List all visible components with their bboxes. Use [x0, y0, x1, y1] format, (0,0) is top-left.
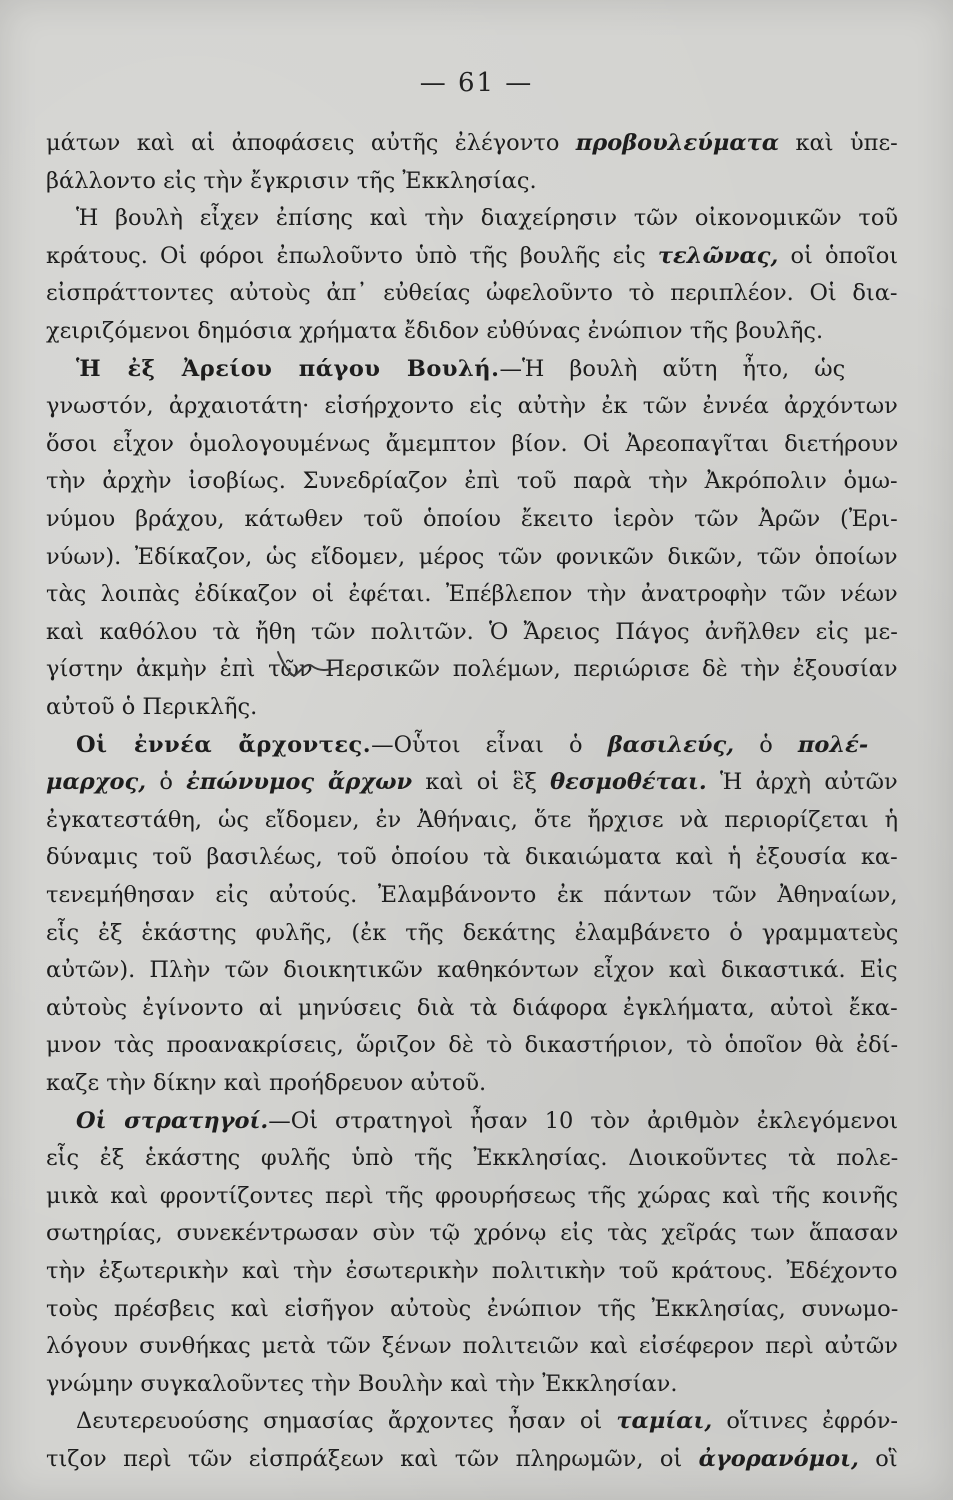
text-segment: καὶ καθόλου τὰ ἤθη τῶν πολιτῶν. Ὁ Ἄρειος Πάγος ἀνῆλθεν εἰς με- [46, 618, 898, 645]
text-segment: χειριζόμενοι δημόσια χρήματα ἔδιδον εὐθύνας ἐνώπιον τῆς βουλῆς. [46, 318, 824, 344]
text-segment: Ἡ ἐξ Ἀρείου πάγου Βουλή. [76, 355, 500, 382]
text-line [46, 316, 823, 346]
text-line [46, 1143, 898, 1173]
text-segment: ὁ [146, 769, 187, 796]
text-line [76, 1106, 898, 1136]
text-line [76, 354, 845, 384]
text-segment: μνον τὰς προανακρίσεις, ὥριζον δὲ τὸ δικαστήριον, τὸ ὁποῖον θὰ ἐδί- [46, 1032, 899, 1059]
text-segment: τὴν ἐξωτερικὴν καὶ τὴν ἐσωτερικὴν πολιτικὴν τοῦ κράτους. Ἐδέχοντο [46, 1258, 898, 1284]
text-line [46, 504, 898, 534]
text-line [76, 730, 868, 760]
text-line [46, 241, 898, 271]
text-line [76, 1406, 898, 1436]
text-segment: αὐτῶν). Πλὴν τῶν διοικητικῶν καθηκόντων εἶχον καὶ δικαστικά. Εἰς [46, 957, 898, 984]
text-segment: οἵτινες ἐφρόν- [712, 1408, 898, 1435]
text-line [46, 1218, 898, 1248]
text-segment: —Οὗτοι εἶναι ὁ [371, 731, 608, 758]
text-line [46, 1294, 898, 1324]
text-segment: Ἡ ἀρχὴ αὐτῶν [706, 769, 898, 796]
text-line [46, 128, 898, 158]
text-segment: γίστην ἀκμὴν ἐπὶ τῶν Περσικῶν πολέμων, περιώρισε δὲ τὴν ἐξουσίαν [46, 656, 898, 683]
text-segment: ἐπώνυμος ἄρχων [186, 769, 413, 796]
text-segment: —Ἡ βουλὴ αὕτη ἦτο, ὡς [499, 355, 846, 382]
text-segment: καὶ οἱ ἓξ [412, 769, 551, 796]
text-line [76, 203, 898, 233]
text-line [46, 842, 898, 872]
text-segment: τιζον περὶ τῶν εἰσπράξεων καὶ τῶν πληρωμῶν, οἱ [46, 1446, 699, 1472]
text-segment: γνώμην συγκαλοῦντες τὴν Βουλὴν καὶ τὴν Ἐκκλησίαν. [46, 1370, 678, 1397]
text-segment: Οἱ ἐννέα ἄρχοντες. [76, 731, 372, 758]
text-segment: μαρχος, [46, 769, 147, 796]
text-line [46, 617, 898, 647]
text-segment: πολέ- [797, 731, 869, 758]
text-segment: λόγουν συνθήκας μετὰ τῶν ξένων πολιτειῶν καὶ εἰσέφερον περὶ αὐτῶν [46, 1333, 898, 1360]
text-line [46, 880, 898, 910]
text-segment: γνωστόν, ἀρχαιοτάτη· εἰσήρχοντο εἰς αὐτὴν ἐκ τῶν ἐννέα ἀρχόντων [46, 393, 898, 420]
text-segment: ὅσοι εἶχον ὁμολογουμένως ἄμεμπτον βίον. Οἱ Ἀρεοπαγῖται διετήρουν [46, 430, 899, 457]
text-segment: θεσμοθέται. [550, 769, 707, 796]
text-segment: νύμου βράχου, κάτωθεν τοῦ ὁποίου ἔκειτο ἱερὸν τῶν Ἀρῶν (Ἐρι- [46, 506, 898, 532]
text-line [46, 955, 898, 985]
text-line [46, 391, 898, 421]
text-line [46, 579, 898, 609]
text-line [46, 918, 898, 948]
text-segment: τὴν ἀρχὴν ἰσοβίως. Συνεδρίαζον ἐπὶ τοῦ παρὰ τὴν Ἀκρόπολιν ὁμω- [46, 468, 898, 495]
text-segment: τὰς λοιπὰς ἐδίκαζον οἱ ἐφέται. Ἐπέβλεπον τὴν ἀνατροφὴν τῶν νέων [46, 581, 898, 608]
text-segment: Οἱ στρατηγοί. [76, 1107, 269, 1134]
text-segment: τοὺς πρέσβεις καὶ εἰσῆγον αὐτοὺς ἐνώπιον τῆς Ἐκκλησίας, συνωμο- [46, 1295, 899, 1322]
text-segment: —Οἱ στρατηγοὶ ἦσαν 10 τὸν ἀριθμὸν ἐκλεγόμενοι [268, 1107, 899, 1134]
text-segment: οἱ ὁποῖοι [778, 242, 899, 269]
page-number: — 61 — [419, 68, 534, 98]
text-line [46, 692, 257, 722]
text-line [46, 429, 898, 459]
text-segment: δύναμις τοῦ βασιλέως, τοῦ ὁποίου τὰ δικαιώματα καὶ ἡ ἐξουσία κα- [46, 844, 898, 871]
text-line [46, 654, 898, 684]
text-segment: μάτων καὶ αἱ ἀποφάσεις αὐτῆς ἐλέγοντο [46, 130, 576, 156]
text-line [46, 767, 898, 797]
text-line [46, 278, 898, 308]
text-segment: ταμίαι, [616, 1408, 713, 1435]
text-segment: αὐτοῦ ὁ Περικλῆς. [46, 694, 258, 720]
text-segment: Ἡ βουλὴ εἶχεν ἐπίσης καὶ τὴν διαχείρησιν τῶν οἰκονομικῶν τοῦ [76, 205, 899, 232]
text-segment: εἰσπράττοντες αὐτοὺς ἀπ᾿ εὐθείας ὠφελοῦντο τὸ περιπλέον. Οἱ δια- [46, 280, 898, 307]
text-segment: εἷς ἐξ ἑκάστης φυλῆς, (ἐκ τῆς δεκάτης ἐλαμβάνετο ὁ γραμματεὺς [46, 919, 899, 946]
text-segment: βασιλεύς, [607, 731, 735, 758]
text-line [46, 1068, 486, 1098]
text-segment: τενεμήθησαν εἰς αὐτούς. Ἐλαμβάνοντο ἐκ πάντων τῶν Ἀθηναίων, [46, 882, 898, 908]
text-line [46, 993, 898, 1023]
text-segment: βάλλοντο εἰς τὴν ἔγκρισιν τῆς Ἐκκλησίας. [46, 167, 537, 194]
text-segment: ἐγκατεστάθη, ὡς εἴδομεν, ἐν Ἀθήναις, ὅτε ἤρχισε νὰ περιορίζεται ἡ [46, 806, 899, 833]
text-segment: κράτους. Οἱ φόροι ἐπωλοῦντο ὑπὸ τῆς βουλῆς εἰς [46, 242, 658, 269]
text-segment: τελῶνας, [657, 242, 779, 269]
text-line [46, 1030, 898, 1060]
text-segment: καζε τὴν δίκην καὶ προήδρευον αὐτοῦ. [46, 1070, 487, 1096]
text-segment: εἷς ἐξ ἑκάστης φυλῆς ὑπὸ τῆς Ἐκκλησίας. Διοικοῦντες τὰ πολε- [46, 1145, 899, 1172]
text-segment: καὶ ὑπε- [779, 130, 898, 156]
text-line [46, 1369, 678, 1399]
text-segment: προβουλεύματα [575, 130, 780, 156]
text-line [46, 542, 898, 572]
text-line [46, 166, 537, 196]
text-segment: Δευτερευούσης σημασίας ἄρχοντες ἦσαν οἱ [76, 1408, 617, 1435]
text-line [46, 466, 898, 496]
text-segment: ἀγορανόμοι, [698, 1446, 859, 1472]
text-segment: οἳ [858, 1446, 898, 1472]
text-segment: μικὰ καὶ φροντίζοντες περὶ τῆς φρουρήσεως τῆς χώρας καὶ τῆς κοινῆς [46, 1182, 899, 1209]
text-segment: ὁ [734, 731, 798, 758]
text-segment: αὐτοὺς ἐγίνοντο αἱ μηνύσεις διὰ τὰ διάφορα ἐγκλήματα, αὐτοὶ ἔκα- [46, 994, 898, 1021]
text-line [46, 1331, 898, 1361]
text-line [46, 1444, 898, 1474]
handwritten-pen-mark [272, 648, 342, 682]
text-line [46, 1256, 898, 1286]
text-segment: νύων). Ἐδίκαζον, ὡς εἴδομεν, μέρος τῶν φονικῶν δικῶν, τῶν ὁποίων [46, 543, 898, 570]
text-segment: σωτηρίας, συνεκέντρωσαν σὺν τῷ χρόνῳ εἰς τὰς χεῖράς των ἅπασαν [46, 1220, 899, 1247]
text-line [46, 805, 898, 835]
text-line [46, 1181, 898, 1211]
